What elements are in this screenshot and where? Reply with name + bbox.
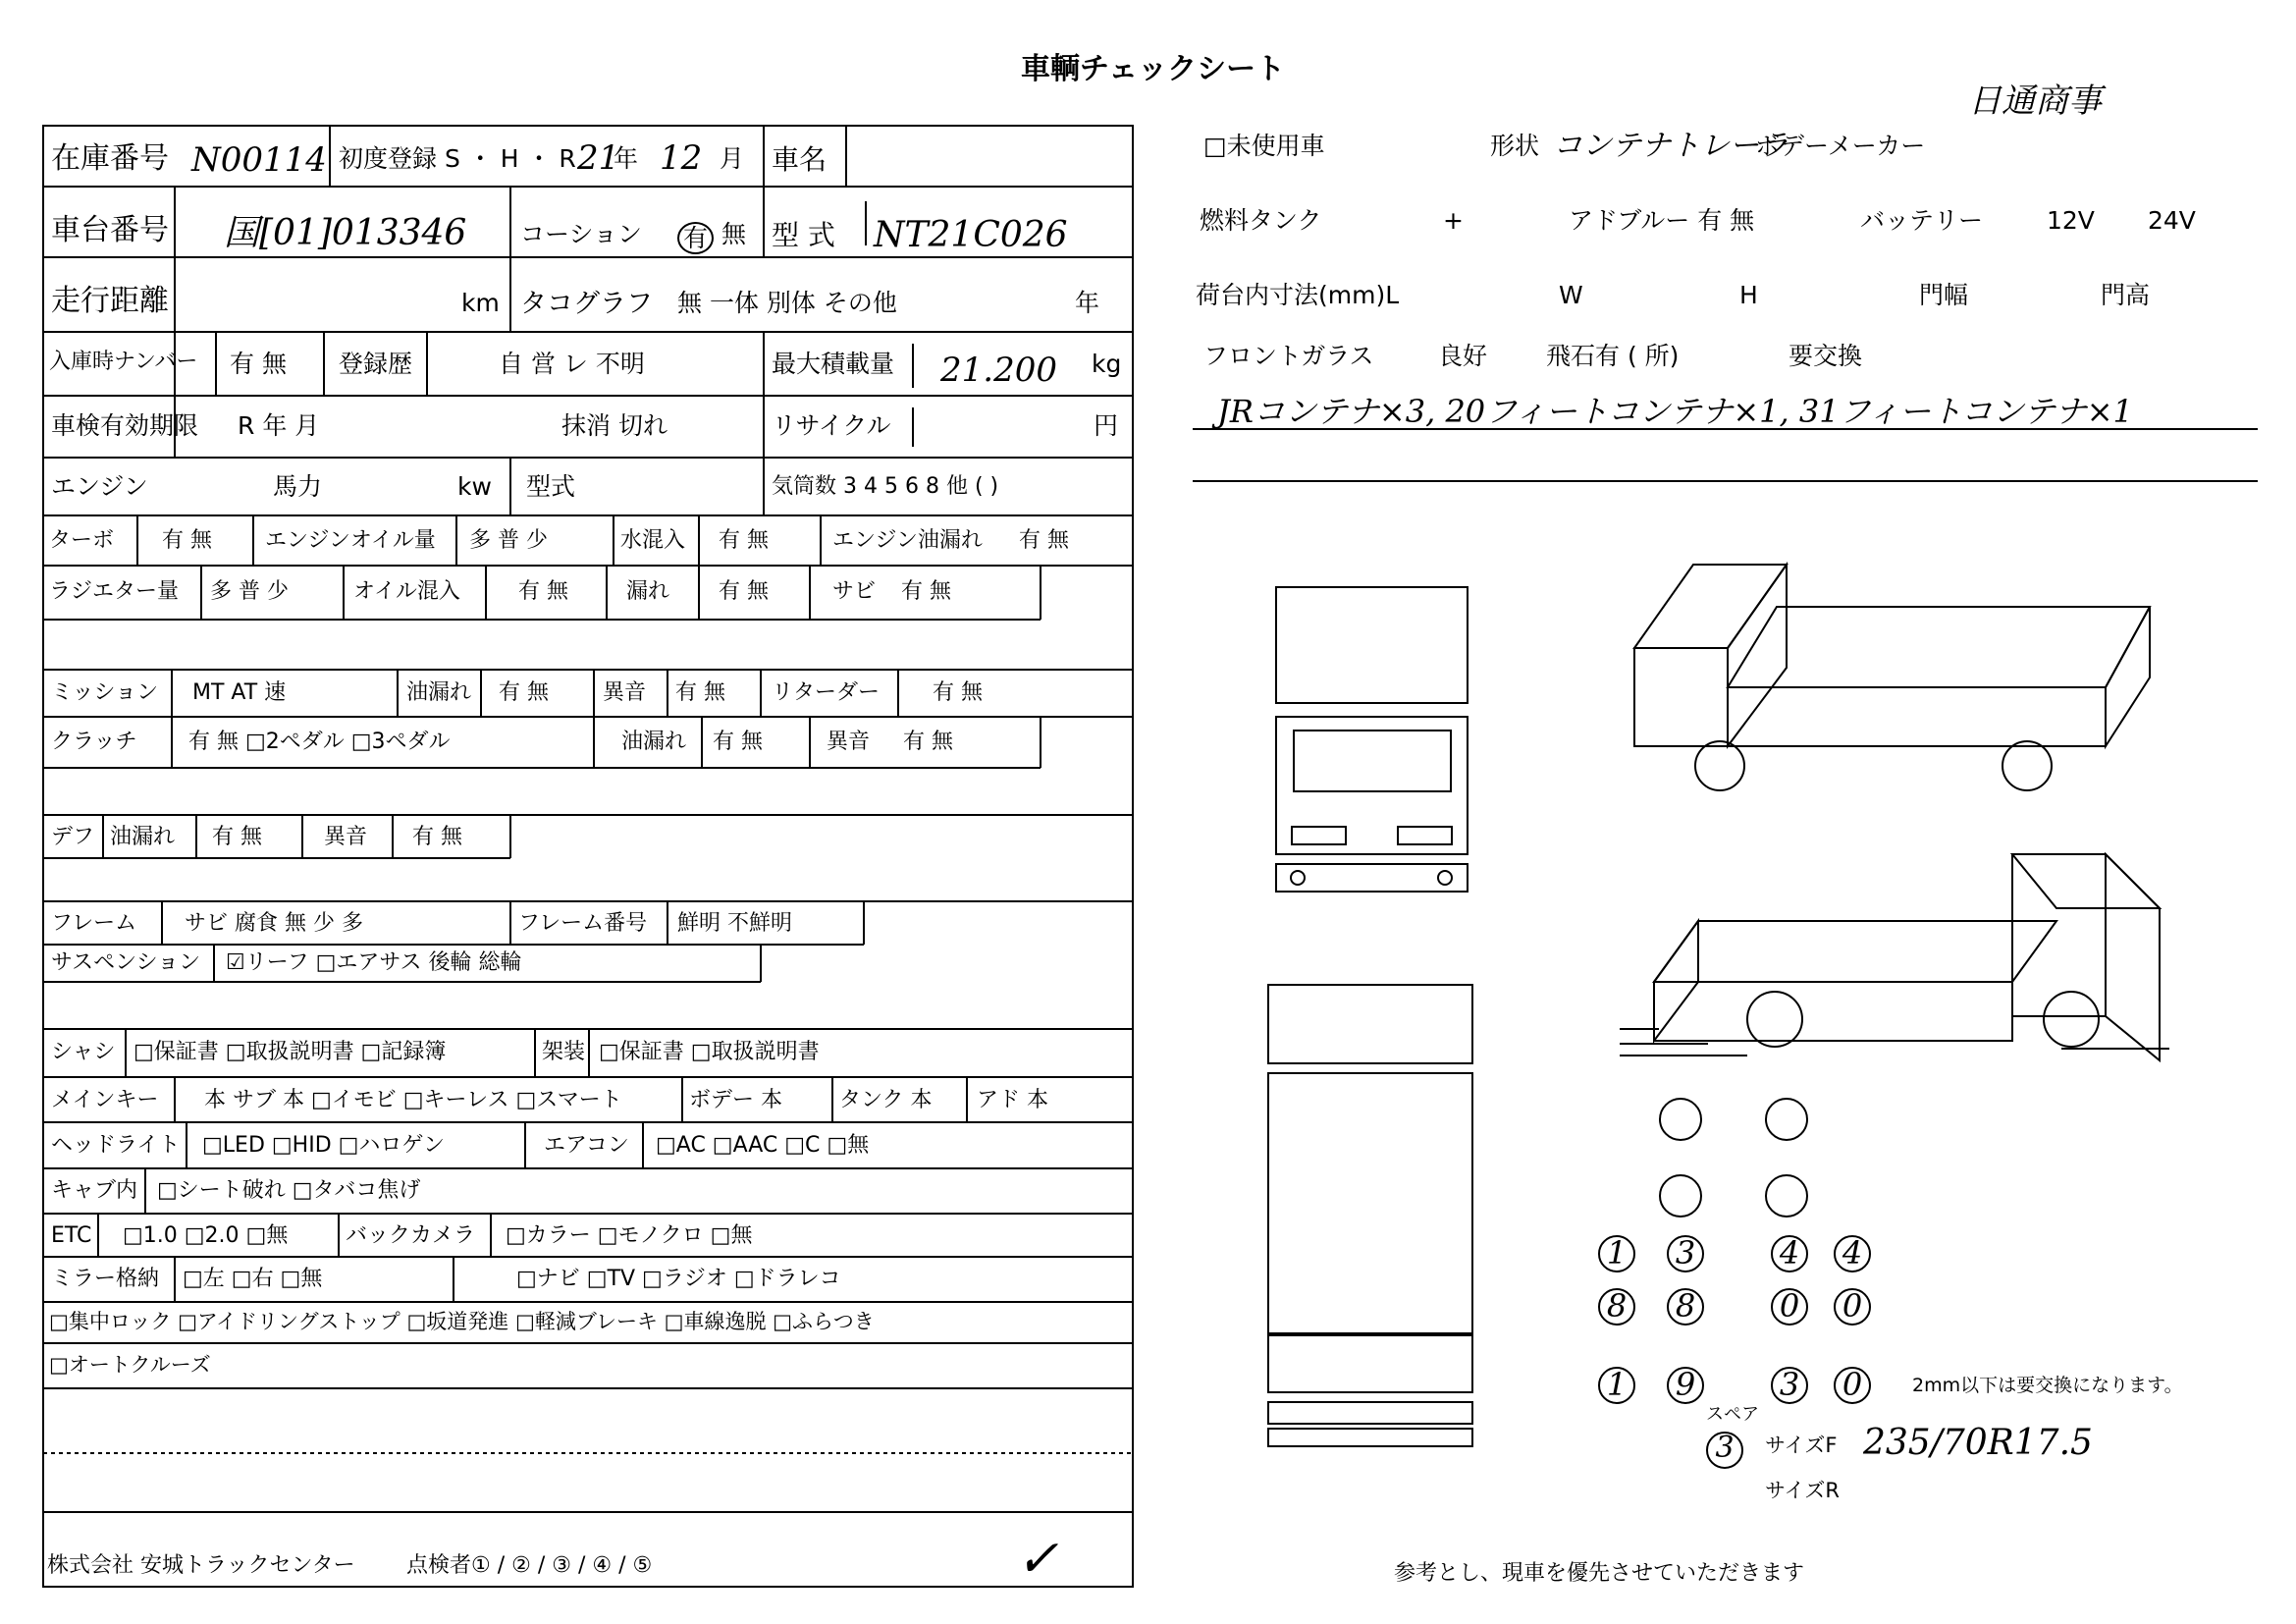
cylinders-label: 気筒数 3 4 5 6 8 他 ( ) <box>772 474 999 499</box>
chassis-docs: □保証書 □取扱説明書 □記録簿 <box>133 1040 447 1064</box>
body-key-label: ボデー 本 <box>689 1088 782 1112</box>
mirror-label: ミラー格納 <box>51 1267 160 1291</box>
body-docs: □保証書 □取扱説明書 <box>599 1040 820 1064</box>
tire-note: 2mm以下は要交換になります。 <box>1912 1375 2183 1396</box>
battery-12v: 12V <box>2047 206 2095 235</box>
tire-depth-r4c4: 0 <box>1834 1288 1871 1326</box>
turbo-label: ターボ <box>49 528 115 553</box>
tire-depth-r3c4: 4 <box>1834 1235 1871 1272</box>
headlight-label: ヘッドライト <box>51 1133 181 1158</box>
leak-label: 漏れ <box>626 579 670 604</box>
notes-handwritten: JRコンテナ×3, 20フィートコンテナ×1, 31フィートコンテナ×1 <box>1217 393 2133 430</box>
diff-oil-leak-label: 油漏れ <box>110 825 176 849</box>
cab-options: □シート破れ □タバコ焦げ <box>157 1178 421 1203</box>
adblue-label: アドブルー 有 無 <box>1569 206 1755 235</box>
gate-height: 門高 <box>2101 281 2151 309</box>
cargo-w: W <box>1559 281 1583 309</box>
tacho-year: 年 <box>1075 289 1100 317</box>
nav-options: □ナビ □TV □ラジオ □ドラレコ <box>516 1267 841 1291</box>
side-view-left <box>1634 565 2150 790</box>
oil-mix-yes-no: 有 無 <box>518 579 568 604</box>
frame-no-label: フレーム番号 <box>518 911 648 936</box>
water-mix-yes-no: 有 無 <box>719 528 769 553</box>
ac-label: エアコン <box>544 1133 629 1158</box>
leak-yes-no: 有 無 <box>719 579 769 604</box>
oil-amount-label: エンジンオイル量 <box>265 528 436 553</box>
shape-label: 形状 <box>1490 132 1540 160</box>
clutch-noise-yes-no: 有 無 <box>903 730 953 754</box>
mainkey-label: メインキー <box>51 1088 159 1112</box>
clutch-oil-leak-label: 油漏れ <box>621 730 687 754</box>
mission-label: ミッション <box>51 680 159 705</box>
rust-label: サビ <box>832 579 877 604</box>
clutch-noise-label: 異音 <box>827 730 871 754</box>
fuel-label: 燃料タンク <box>1200 206 1322 235</box>
radiator-options: 多 普 少 <box>210 579 289 604</box>
mission-noise-yes-no: 有 無 <box>675 680 725 705</box>
footer-inspector: 点検者① / ② / ③ / ④ / ⑤ <box>406 1553 653 1578</box>
body-maker-label: ボデーメーカー <box>1755 132 1926 160</box>
battery-label: バッテリー <box>1860 206 1984 235</box>
mission-noise-label: 異音 <box>603 680 647 705</box>
cargo-label: 荷台内寸法(mm)L <box>1196 281 1400 309</box>
kg-unit: kg <box>1092 350 1122 378</box>
clutch-oil-leak-yes-no: 有 無 <box>713 730 763 754</box>
diff-noise-label: 異音 <box>324 825 368 849</box>
model-value: NT21C026 <box>874 215 1068 255</box>
windshield-good: 良好 <box>1438 342 1488 370</box>
recycle-label: リサイクル <box>772 411 891 440</box>
water-mix-label: 水混入 <box>620 528 686 553</box>
chassis-no-value: 国[01]013346 <box>224 213 467 253</box>
backcam-options: □カラー □モノクロ □無 <box>506 1223 753 1248</box>
tacho-options: 無 一体 別体 その他 <box>677 289 897 317</box>
spare-value: 3 <box>1706 1432 1743 1469</box>
inspection-label: 車検有効期限 <box>51 411 199 440</box>
tire-depth-r4c3: 0 <box>1771 1288 1808 1326</box>
tire-depth-r5c3: 3 <box>1771 1367 1808 1404</box>
suspension-options: ☑リーフ □エアサス 後輪 総輪 <box>226 950 522 975</box>
shape-value: コンテナトレーラ <box>1553 129 1789 163</box>
backcam-label: バックカメラ <box>346 1223 476 1248</box>
footer-note: 参考とし、現車を優先させていただきます <box>1394 1561 1805 1586</box>
car-name-label: 車名 <box>772 143 828 176</box>
windshield-chip: 飛石有 ( 所) <box>1546 342 1680 370</box>
unused-label: □未使用車 <box>1203 132 1325 160</box>
engine-leak-yes-no: 有 無 <box>1019 528 1069 553</box>
body-maker-value: 日通商事 <box>1968 81 2102 121</box>
diff-label: デフ <box>51 825 95 849</box>
frame-no-options: 鮮明 不鮮明 <box>677 911 792 936</box>
mainkey-options: 本 サブ 本 □イモビ □キーレス □スマート <box>204 1088 622 1112</box>
headlight-options: □LED □HID □ハロゲン <box>202 1133 445 1158</box>
windshield-label: フロントガラス <box>1203 342 1374 370</box>
etc-options: □1.0 □2.0 □無 <box>123 1223 289 1248</box>
tire-depth-r5c4: 0 <box>1834 1367 1871 1404</box>
engine-type-label: 型式 <box>526 472 576 501</box>
battery-24v: 24V <box>2148 206 2196 235</box>
inspection-options: R 年 月 <box>238 411 320 440</box>
oil-amount-options: 多 普 少 <box>469 528 548 553</box>
first-reg-year: 21 <box>577 138 620 178</box>
tire-depth-r3c1: 1 <box>1598 1235 1635 1272</box>
body-label: 架装 <box>542 1040 586 1064</box>
cancel-expired: 抹消 切れ <box>561 411 667 440</box>
windshield-replace: 要交換 <box>1789 342 1863 370</box>
clutch-label: クラッチ <box>51 730 137 754</box>
front-view-cab <box>1276 717 1468 854</box>
tire-depth-r5c1: 1 <box>1598 1367 1635 1404</box>
plate-label: 入庫時ナンバー <box>49 350 198 374</box>
max-load-label: 最大積載量 <box>772 350 895 378</box>
tire-depth-r3c2: 3 <box>1667 1235 1704 1272</box>
spare-label: スペア <box>1706 1404 1759 1425</box>
stock-no-label: 在庫番号 <box>51 141 169 176</box>
ad-key-label: アド 本 <box>977 1088 1048 1112</box>
coating-yes: 有 <box>677 222 714 254</box>
front-view-windshield <box>1276 587 1468 703</box>
rust-yes-no: 有 無 <box>901 579 951 604</box>
coating-label: コーション <box>520 220 643 248</box>
cargo-h: H <box>1739 281 1758 309</box>
etc-label: ETC <box>51 1223 92 1248</box>
plate-yes-no: 有 無 <box>230 350 287 378</box>
diff-oil-leak-yes-no: 有 無 <box>212 825 262 849</box>
size-r-label: サイズR <box>1765 1479 1840 1502</box>
top-view-bed <box>1268 1073 1472 1333</box>
tank-key-label: タンク 本 <box>839 1088 933 1112</box>
retarder-label: リターダー <box>772 680 881 705</box>
tire-depth-r3c3: 4 <box>1771 1235 1808 1272</box>
side-view-right <box>1620 854 2169 1060</box>
page-title: 車輌チェックシート <box>1021 52 1286 86</box>
tire-depth-r4c2: 8 <box>1667 1288 1704 1326</box>
gate-width: 門幅 <box>1919 281 1969 309</box>
equipment-row-2: □オートクルーズ <box>49 1353 211 1377</box>
top-view-cab <box>1268 985 1472 1063</box>
horsepower-label: 馬力 <box>273 472 323 501</box>
footer-check: ✓ <box>1016 1530 1059 1589</box>
fuel-plus: + <box>1443 206 1464 235</box>
first-reg-label: 初度登録 S ・ H ・ R <box>339 144 576 173</box>
diff-noise-yes-no: 有 無 <box>412 825 462 849</box>
engine-leak-label: エンジン油漏れ <box>832 528 983 553</box>
stock-no-value: N00114 <box>191 140 327 180</box>
tire-depth-r4c1: 8 <box>1598 1288 1635 1326</box>
yen-unit: 円 <box>1094 411 1119 440</box>
frame-options: サビ 腐食 無 少 多 <box>185 911 363 936</box>
chassis-label: シャシ <box>51 1040 116 1064</box>
year-unit: 年 <box>614 144 639 173</box>
radiator-label: ラジエター量 <box>49 579 180 604</box>
model-label: 型 式 <box>772 219 835 251</box>
equipment-row-1: □集中ロック □アイドリングストップ □坂道発進 □軽減ブレーキ □車線逸脱 □ふらつき <box>49 1310 875 1333</box>
size-f-value: 235/70R17.5 <box>1863 1423 2093 1463</box>
retarder-yes-no: 有 無 <box>933 680 983 705</box>
footer-company: 株式会社 安城トラックセンター <box>47 1553 355 1578</box>
clutch-options: 有 無 □2ペダル □3ペダル <box>188 730 451 754</box>
size-f-label: サイズF <box>1765 1434 1838 1457</box>
tire-depth-r5c2: 9 <box>1667 1367 1704 1404</box>
km-unit: km <box>461 289 500 317</box>
turbo-yes-no: 有 無 <box>162 528 212 553</box>
mileage-label: 走行距離 <box>51 284 169 318</box>
reg-history-options: 自 営 レ 不明 <box>499 350 645 378</box>
ac-options: □AC □AAC □C □無 <box>656 1133 870 1158</box>
kw-unit: kw <box>457 472 492 501</box>
month-unit: 月 <box>720 144 745 173</box>
cab-label: キャブ内 <box>51 1178 138 1203</box>
max-load-value: 21.200 <box>940 351 1057 390</box>
reg-history-label: 登録歴 <box>339 350 413 378</box>
first-reg-month: 12 <box>660 138 703 178</box>
frame-label: フレーム <box>51 911 137 936</box>
mission-oil-leak-yes-no: 有 無 <box>499 680 549 705</box>
chassis-no-label: 車台番号 <box>51 213 169 247</box>
engine-label: エンジン <box>51 472 148 501</box>
mirror-options: □左 □右 □無 <box>183 1267 323 1291</box>
suspension-label: サスペンション <box>51 950 201 975</box>
coating-no: 無 <box>721 220 747 248</box>
oil-mix-label: オイル混入 <box>353 579 460 604</box>
tacho-label: タコグラフ <box>520 289 653 319</box>
mission-oil-leak-label: 油漏れ <box>406 680 472 705</box>
mission-options: MT AT 速 <box>192 680 287 705</box>
